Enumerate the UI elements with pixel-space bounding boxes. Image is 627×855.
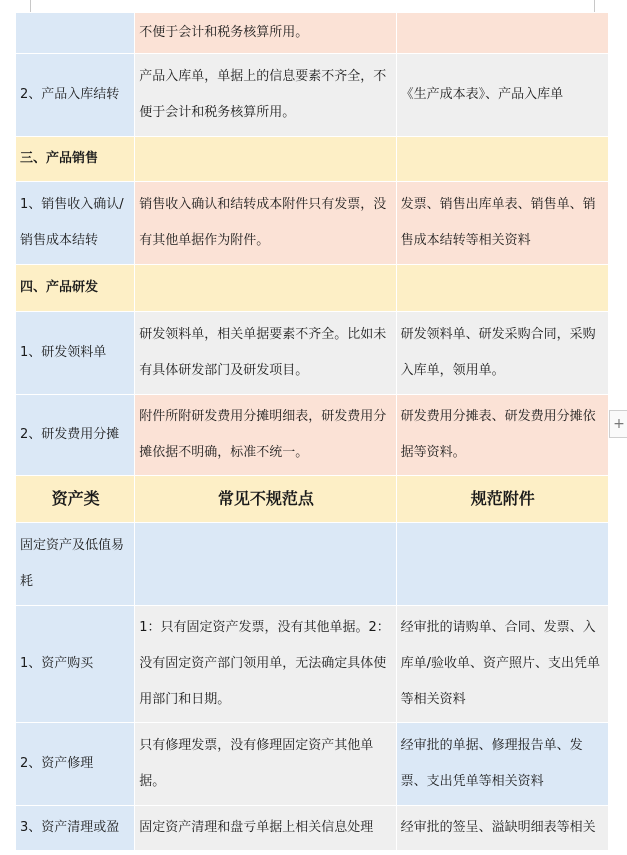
header-asset-class: 资产类 — [16, 476, 135, 523]
cell-issue: 1：只有固定资产发票，没有其他单据。2：没有固定资产部门领用单，无法确定具体使用部门和日期。 — [135, 606, 396, 723]
table-row — [16, 54, 609, 137]
cell-attachment: 经审批的单据、修理报告单、发票、支出凭单等相关资料 — [396, 723, 608, 806]
section-row — [16, 265, 609, 312]
table-row — [16, 806, 609, 851]
table-row — [16, 523, 609, 606]
cell-attachment: 研发领料单、研发采购合同，采购入库单，领用单。 — [396, 312, 608, 395]
cell-item: 1、研发领料单 — [16, 312, 135, 395]
cell-item: 2、研发费用分摊 — [16, 395, 135, 476]
cell-item: 1、资产购买 — [16, 606, 135, 723]
table-row — [16, 182, 609, 265]
cell-issue: 产品入库单，单据上的信息要素不齐全，不便于会计和税务核算所用。 — [135, 54, 396, 137]
cell-attachment: 经审批的签呈、溢缺明细表等相关 — [396, 806, 608, 851]
cell-issue: 不便于会计和税务核算所用。 — [135, 13, 396, 54]
page-border-left — [30, 0, 31, 12]
cell-attachment: 研发费用分摊表、研发费用分摊依据等资料。 — [396, 395, 608, 476]
table-header-row — [16, 476, 609, 523]
table-row — [16, 13, 609, 54]
cell-attachment: 发票、销售出库单表、销售单、销售成本结转等相关资料 — [396, 182, 608, 265]
section-title: 三、产品销售 — [16, 137, 135, 182]
add-row-button[interactable]: + — [609, 410, 627, 438]
cell-item: 2、资产修理 — [16, 723, 135, 806]
table-row — [16, 395, 609, 476]
cell-issue: 只有修理发票，没有修理固定资产其他单据。 — [135, 723, 396, 806]
cell-item: 固定资产及低值易耗 — [16, 523, 135, 606]
cell-item: 2、产品入库结转 — [16, 54, 135, 137]
cell-issue: 固定资产清理和盘亏单据上相关信息处理 — [135, 806, 396, 851]
cell-item: 3、资产清理或盈 — [16, 806, 135, 851]
cell-item: 1、销售收入确认/销售成本结转 — [16, 182, 135, 265]
table-row — [16, 723, 609, 806]
section-title: 四、产品研发 — [16, 265, 135, 312]
header-common-issues: 常见不规范点 — [135, 476, 396, 523]
cell-issue — [135, 523, 396, 606]
cell-issue: 附件所附研发费用分摊明细表，研发费用分摊依据不明确，标准不统一。 — [135, 395, 396, 476]
cell-attachment — [396, 13, 608, 54]
cell-item — [16, 13, 135, 54]
table-row — [16, 312, 609, 395]
section-row — [16, 137, 609, 182]
header-standard-attachments: 规范附件 — [396, 476, 608, 523]
table-row — [16, 606, 609, 723]
cell-attachment: 《生产成本表》、产品入库单 — [396, 54, 608, 137]
attachment-standards-table — [15, 12, 609, 851]
page-border-right — [594, 0, 595, 12]
cell-issue: 销售收入确认和结转成本附件只有发票，没有其他单据作为附件。 — [135, 182, 396, 265]
cell-attachment: 经审批的请购单、合同、发票、入库单/验收单、资产照片、支出凭单等相关资料 — [396, 606, 608, 723]
cell-issue: 研发领料单，相关单据要素不齐全。比如未有具体研发部门及研发项目。 — [135, 312, 396, 395]
cell-attachment — [396, 523, 608, 606]
